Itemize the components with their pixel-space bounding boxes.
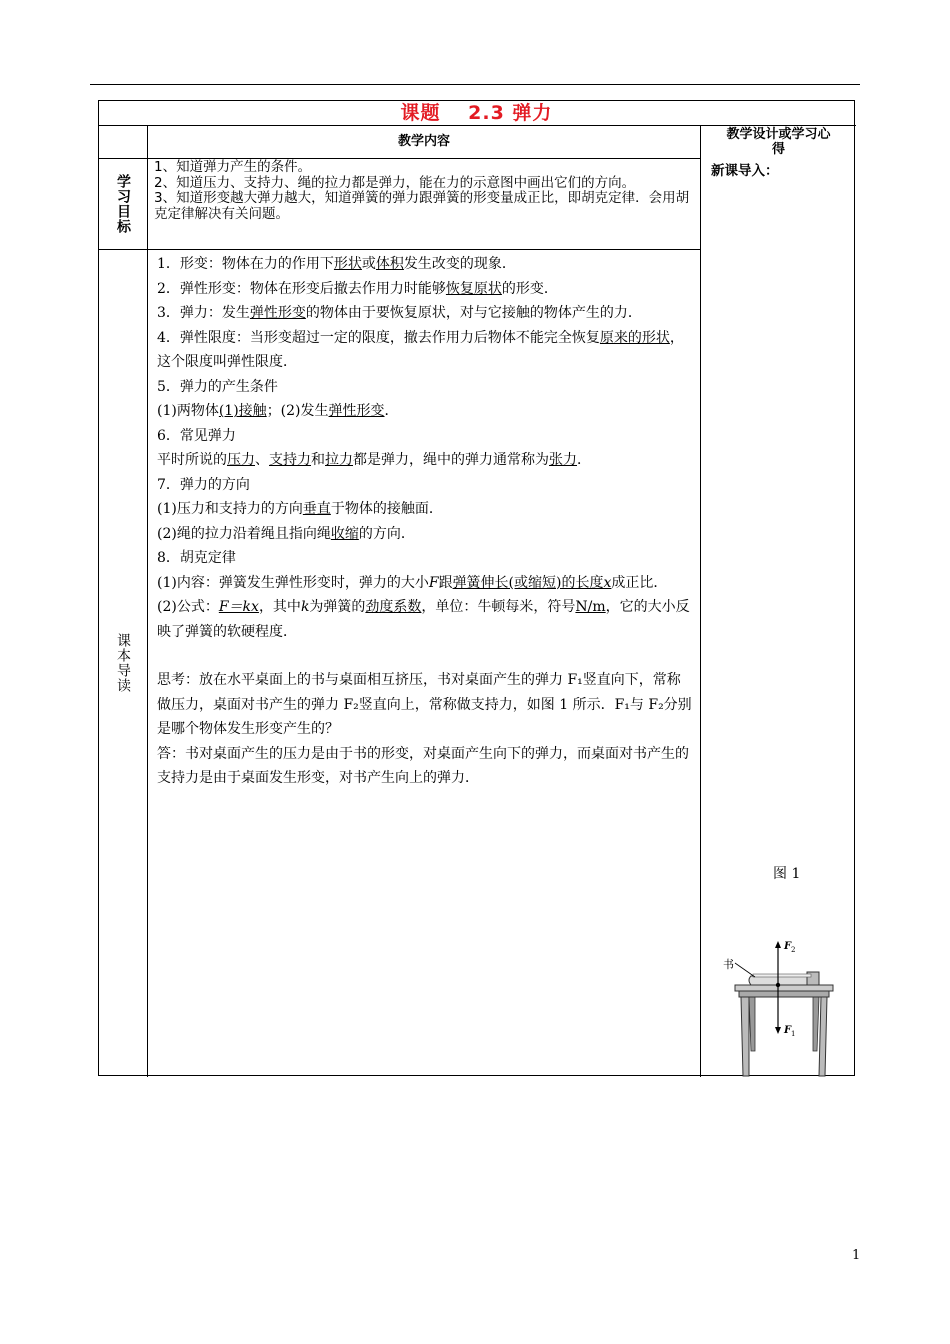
f2-subscript: 2 — [791, 946, 796, 954]
hooke-formula: (2)公式：F＝kx，其中k为弹簧的劲度系数，单位：牛顿每米，符号N/m，它的大小反映了弹簧的软硬程度． — [157, 599, 690, 640]
reading-label: 课本导读 — [115, 633, 131, 693]
definition-elastic-force: 3．弹力：发生弹性形变的物体由于要恢复原状，对与它接触的物体产生的力． — [157, 305, 642, 321]
content-column-header: 教学内容 — [397, 134, 450, 149]
lesson-title: 课题 2.3 弹力 — [400, 102, 553, 124]
definition-elastic-deformation: 2．弹性形变：物体在形变后撤去作用力时能够恢复原状的形变． — [157, 280, 558, 297]
hooke-content: (1)内容：弹簧发生弹性形变时，弹力的大小F跟弹簧伸长(或缩短)的长度x成正比． — [157, 574, 668, 591]
think-question: 思考：放在水平桌面上的书与桌面相互挤压，书对桌面产生的弹力 F₁竖直向下，常称做压力，桌面对书产生的弹力 F₂竖直向上，常称做支持力，如图 1 所示．F₁与 F₂分别是哪个物体发生形变产生的？ — [157, 672, 692, 737]
reading-content — [157, 252, 693, 791]
direction-text-2: (2)绳的拉力沿着绳且指向绳收缩的方向． — [157, 525, 415, 542]
header-rule — [90, 84, 860, 85]
reading-label-cell — [99, 250, 147, 1076]
new-lesson-intro: 新课导入： — [711, 163, 779, 179]
book-label: 书 — [723, 958, 734, 971]
side-column-header: 教学设计或学习心 得 — [726, 127, 831, 157]
direction-text-1: (1)压力和支持力的方向垂直于物体的接触面． — [157, 501, 443, 517]
section-hooke-law: 8．胡克定律 — [157, 550, 236, 566]
f1-label: F — [784, 1025, 792, 1036]
figure-book-on-table — [721, 939, 841, 1079]
common-forces-text: 平时所说的压力、支持力和拉力都是弹力，绳中的弹力通常称为张力． — [157, 452, 591, 468]
goals-label-cell — [99, 158, 147, 249]
section-common-forces: 6．常见弹力 — [157, 427, 236, 444]
f1-subscript: 1 — [791, 1030, 796, 1038]
goals-list — [154, 160, 694, 222]
definition-elastic-limit: 4．弹性限度：当形变超过一定的限度，撤去作用力后物体不能完全恢复原来的形状，这个限度叫弹性限度． — [157, 329, 684, 370]
goal-item: 1、知道弹力产生的条件。 — [154, 159, 312, 175]
section-conditions: 5．弹力的产生条件 — [157, 378, 278, 395]
think-answer: 答：书对桌面产生的压力是由于书的形变，对桌面产生向下的弹力，而桌面对书产生的支持力是由于桌面发生形变，对书产生向上的弹力． — [157, 745, 689, 786]
book-table-diagram — [721, 939, 841, 1079]
goal-item: 3、知道形变越大弹力越大，知道弹簧的弹力跟弹簧的形变量成正比，即胡克定律．会用胡克定律解决有关问题。 — [154, 190, 690, 222]
goals-label: 学习目标 — [115, 173, 131, 234]
f2-label: F — [784, 941, 792, 952]
conditions-text: (1)两物体(1)接触；(2)发生弹性形变． — [157, 403, 399, 419]
lesson-table — [98, 100, 855, 1076]
goal-item: 2、知道压力、支持力、绳的拉力都是弹力，能在力的示意图中画出它们的方向。 — [154, 174, 636, 191]
definition-deformation: 1．形变：物体在力的作用下形状或体积发生改变的现象． — [157, 256, 516, 272]
figure-caption: 图 1 — [773, 866, 801, 882]
page-number: 1 — [852, 1248, 861, 1263]
section-direction: 7．弹力的方向 — [157, 476, 250, 493]
